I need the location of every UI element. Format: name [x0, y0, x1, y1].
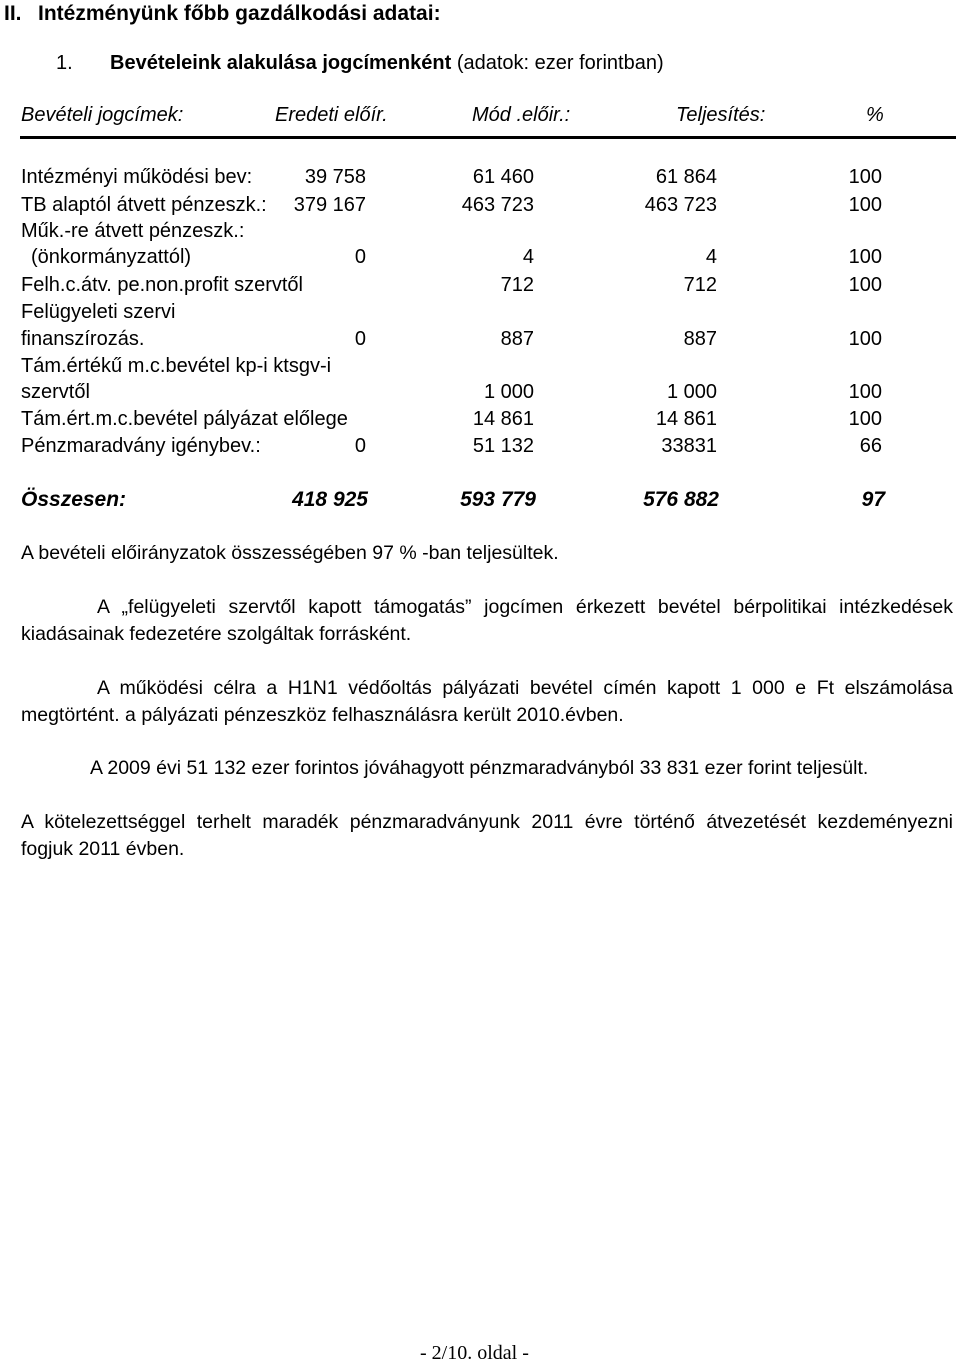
subsection-title-note: (adatok: ezer forintban) — [451, 52, 664, 74]
cell-percent: 100 — [848, 166, 882, 188]
table-row-label: szervtől — [21, 381, 90, 403]
table-row-label: TB alaptól átvett pénzeszk.: — [21, 194, 267, 216]
cell-modositott: 61 460 — [472, 166, 534, 188]
header-rule — [20, 136, 956, 139]
cell-eredeti: 379 167 — [293, 194, 366, 216]
cell-modositott: 463 723 — [461, 194, 534, 216]
cell-eredeti: 0 — [354, 435, 366, 457]
cell-teljesites: 14 861 — [655, 408, 717, 430]
total-mod: 593 779 — [460, 488, 536, 511]
cell-modositott: 4 — [522, 246, 534, 268]
header-percent: % — [866, 104, 884, 126]
cell-eredeti: 0 — [354, 328, 366, 350]
cell-modositott: 712 — [500, 274, 534, 296]
table-row-label: (önkormányzattól) — [31, 246, 192, 268]
paragraph-supervisory: A „felügyeleti szervtől kapott támogatás” jogcímen érkezett bevétel bérpolitikai intézkedések kiadásainak fedezetére szolgáltak forrásként. — [21, 596, 953, 645]
subsection-title — [110, 52, 664, 75]
cell-percent: 100 — [848, 328, 882, 350]
table-row-label: Műk.-re átvett pénzeszk.: — [21, 220, 245, 242]
cell-percent: 66 — [859, 435, 882, 457]
table-row-label: finanszírozás. — [21, 328, 145, 350]
total-done: 576 882 — [643, 488, 719, 511]
total-label: Összesen: — [21, 488, 127, 511]
section-number: II. — [4, 2, 22, 25]
cell-teljesites: 712 — [683, 274, 717, 296]
cell-eredeti: 39 758 — [304, 166, 366, 188]
total-pct: 97 — [861, 488, 885, 511]
cell-percent: 100 — [848, 408, 882, 430]
subsection-title-bold: Bevételeink alakulása jogcímenként — [110, 52, 452, 74]
paragraph-h1n1: A működési célra a H1N1 védőoltás pályázati bevétel címén kapott 1 000 e Ft elszámolása megtörtént. a pályázati pénzeszköz felhasználásra került 2010.évben. — [21, 677, 953, 726]
cell-percent: 100 — [848, 381, 882, 403]
cell-modositott: 51 132 — [472, 435, 534, 457]
cell-modositott: 1 000 — [483, 381, 534, 403]
header-jogcim: Bevételi jogcímek: — [21, 104, 184, 126]
table-row-label: Felh.c.átv. pe.non.profit szervtől — [21, 274, 303, 296]
total-orig: 418 925 — [292, 488, 368, 511]
table-row-label: Tám.ért.m.c.bevétel pályázat előlege — [21, 408, 348, 430]
cell-teljesites: 61 864 — [655, 166, 717, 188]
cell-percent: 100 — [848, 274, 882, 296]
paragraph-residual: A 2009 évi 51 132 ezer forintos jóváhagyott pénzmaradványból 33 831 ezer forint teljesült. — [90, 757, 869, 779]
table-row-label: Intézményi működési bev: — [21, 166, 253, 188]
cell-teljesites: 463 723 — [644, 194, 717, 216]
cell-percent: 100 — [848, 246, 882, 268]
table-row-label: Pénzmaradvány igénybev.: — [21, 435, 261, 457]
section-title: Intézményünk főbb gazdálkodási adatai: — [38, 2, 441, 25]
cell-modositott: 887 — [500, 328, 534, 350]
cell-teljesites: 33831 — [661, 435, 717, 457]
subsection-number: 1. — [56, 52, 73, 74]
cell-eredeti: 0 — [354, 246, 366, 268]
header-modositott: Mód .előir.: — [472, 104, 571, 126]
paragraph-obligation: A kötelezettséggel terhelt maradék pénzmaradványunk 2011 évre történő átvezetését kezdeményezni fogjuk 2011 évben. — [21, 811, 953, 860]
cell-teljesites: 887 — [683, 328, 717, 350]
page-number: - 2/10. oldal - — [420, 1342, 529, 1364]
cell-teljesites: 4 — [705, 246, 717, 268]
header-teljesites: Teljesítés: — [676, 104, 766, 126]
cell-teljesites: 1 000 — [666, 381, 717, 403]
cell-modositott: 14 861 — [472, 408, 534, 430]
table-row-label: Felügyeleti szervi — [21, 301, 176, 323]
paragraph-summary: A bevételi előirányzatok összességében 97 % -ban teljesültek. — [21, 542, 559, 564]
header-eredeti: Eredeti előír. — [275, 104, 388, 126]
table-row-label: Tám.értékű m.c.bevétel kp-i ktsgv-i — [21, 355, 332, 377]
cell-percent: 100 — [848, 194, 882, 216]
